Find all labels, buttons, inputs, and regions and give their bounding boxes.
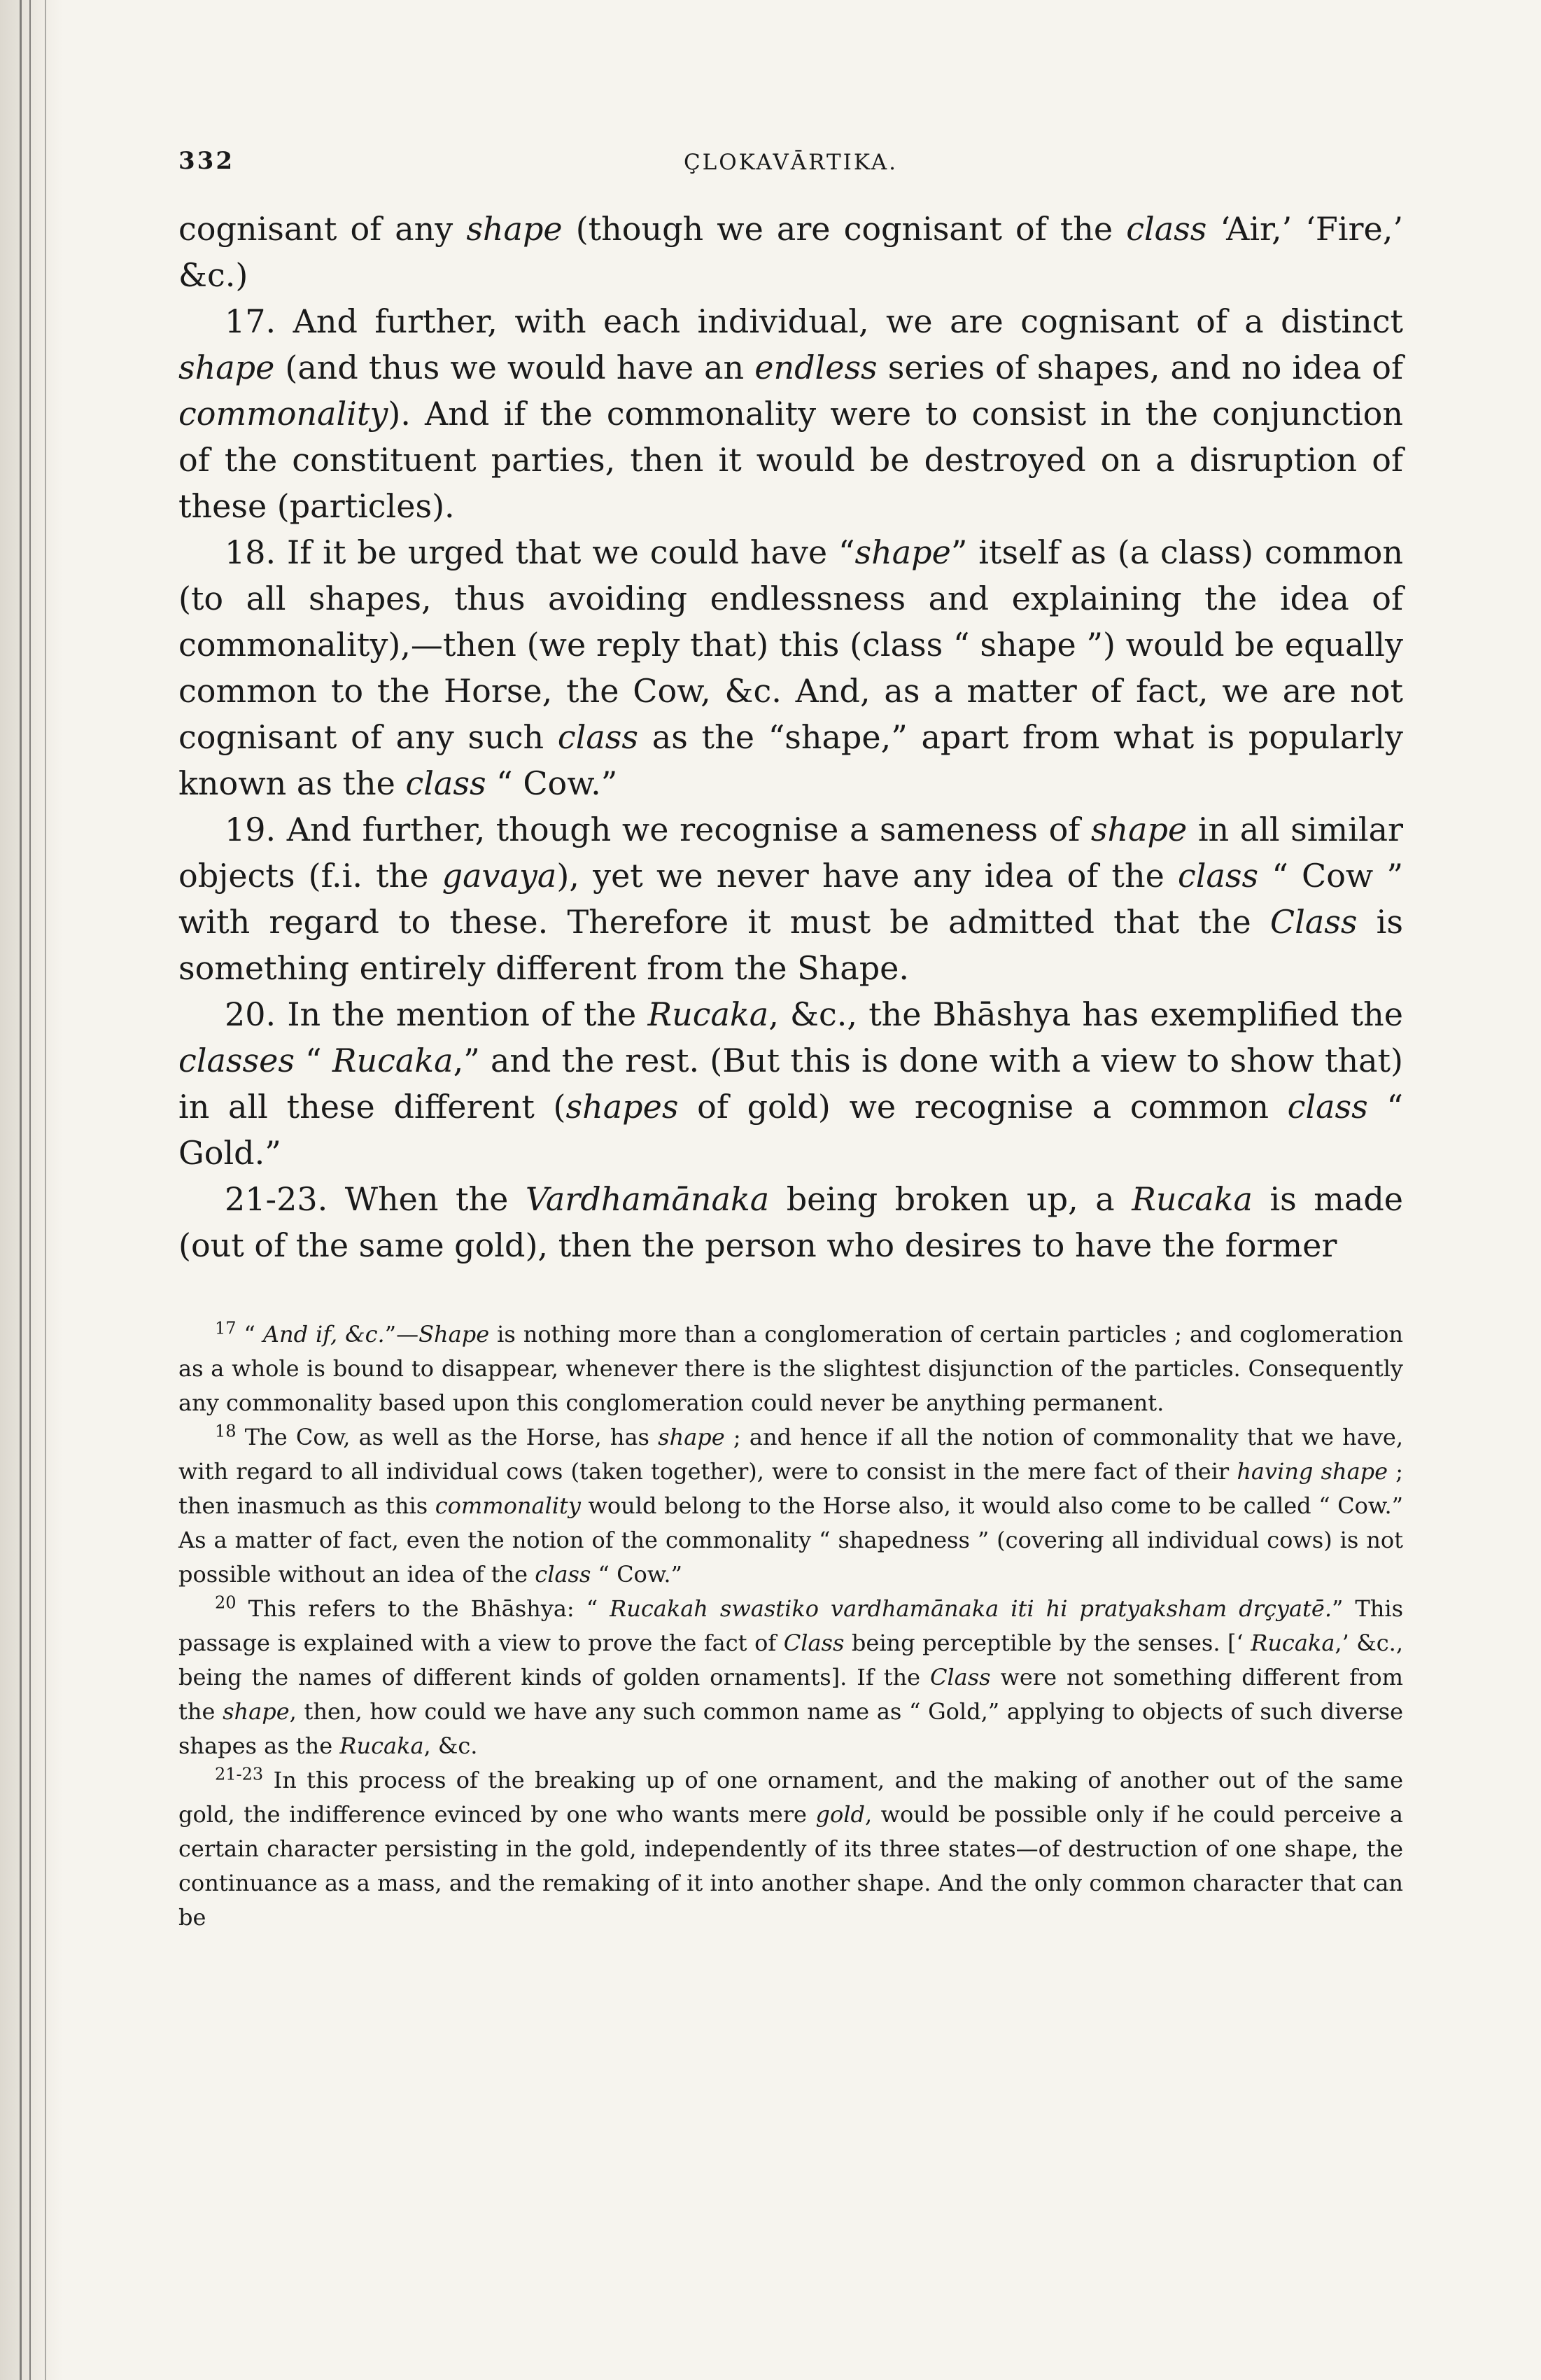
italic-term: endless <box>754 349 878 386</box>
running-title: ÇLOKAVĀRTIKA. <box>683 150 899 175</box>
italic-term: classes <box>178 1042 295 1079</box>
footnote <box>178 1592 1403 1763</box>
text-run: ). And if the commonality were to consist in the conjunction of the constituent parties, then it would be destroyed on a disruption of these (particles). <box>178 395 1403 525</box>
text-run: 18. If it be urged that we could have “ <box>225 533 855 571</box>
text-run: 17. And further, with each individual, we are cognisant of a distinct <box>225 302 1403 340</box>
footnotes <box>178 1317 1403 1935</box>
italic-term: having shape <box>1237 1458 1388 1485</box>
book-page <box>178 147 1403 1935</box>
paragraph <box>178 298 1403 529</box>
footnote-number: 20 <box>215 1592 237 1613</box>
italic-term: And if, &c. <box>262 1321 385 1348</box>
binding-rule <box>45 0 46 2380</box>
text-run: ,” and the rest. (But this is done with a view to show that) in all these different ( <box>178 1042 1403 1126</box>
italic-term: Rucaka <box>332 1042 453 1079</box>
text-run: “ Gold.” <box>178 1088 1404 1172</box>
binding-edge <box>0 0 63 2380</box>
italic-term: class <box>1287 1088 1368 1126</box>
italic-term: shape <box>854 533 951 571</box>
text-run: “ Cow.” <box>486 764 618 802</box>
main-text <box>178 206 1403 1268</box>
text-run: “ <box>244 1321 263 1348</box>
text-run: is something entirely different from the Shape. <box>178 903 1403 987</box>
binding-rule <box>29 0 31 2380</box>
binding-rule <box>20 0 22 2380</box>
text-run: ” This passage is explained with a view to prove the fact of <box>178 1595 1404 1656</box>
footnote <box>178 1420 1403 1592</box>
italic-term: shapes <box>565 1088 679 1126</box>
italic-term: class <box>405 764 486 802</box>
text-run: , &c., the Bhāshya has exemplified the <box>768 995 1404 1033</box>
footnote-number: 21-23 <box>215 1764 264 1784</box>
paragraph <box>178 806 1403 991</box>
italic-term: class <box>535 1561 591 1588</box>
text-run: being perceptible by the senses. [‘ <box>844 1630 1251 1656</box>
text-run: , would be possible only if he could perceive a certain character persisting in the gold, independently of its three states—of destruction of one shape, the continuance as a mass, and the remaking of it into another shape. And the only common character that can be <box>178 1801 1403 1931</box>
italic-term: Vardhamānaka <box>525 1180 770 1218</box>
text-run: ), yet we never have any idea of the <box>556 857 1178 895</box>
italic-term: shape <box>658 1424 725 1450</box>
text-run: cognisant of any <box>178 210 467 248</box>
text-run: 21-23. When the <box>225 1180 526 1218</box>
text-run: ; then inasmuch as this <box>178 1458 1404 1519</box>
text-run: ; and hence if all the notion of commonality that we have, with regard to all individual cows (taken together), were to consist in the mere fact of their <box>178 1424 1404 1485</box>
footnote <box>178 1763 1403 1935</box>
text-run: series of shapes, and no idea of <box>877 349 1403 386</box>
italic-term: gavaya <box>442 857 557 895</box>
paragraph <box>178 1176 1403 1268</box>
text-run: The Cow, as well as the Horse, has <box>244 1424 659 1450</box>
italic-term: class <box>1178 857 1259 895</box>
text-run: (and thus we would have an <box>274 349 755 386</box>
italic-term: Rucakah swastiko vardhamānaka iti hi pratyaksham drçyatē. <box>610 1595 1332 1622</box>
footnote-number: 18 <box>215 1421 237 1441</box>
italic-term: Rucaka <box>1251 1630 1335 1656</box>
text-run: being broken up, a <box>769 1180 1132 1218</box>
italic-term: gold <box>815 1801 865 1828</box>
text-run: (though we are cognisant of the <box>562 210 1127 248</box>
text-run: as the “shape,” apart from what is popularly known as the <box>178 718 1403 802</box>
text-run: “ Cow.” <box>591 1561 682 1588</box>
text-run: in all similar objects (f.i. the <box>178 811 1403 895</box>
text-run: ,’ &c., being the names of different kinds of golden ornaments]. If the <box>178 1630 1404 1690</box>
italic-term: commonality <box>435 1492 581 1519</box>
italic-term: class <box>1126 210 1207 248</box>
italic-term: Class <box>783 1630 845 1656</box>
paragraph <box>178 529 1403 806</box>
footnote-number: 17 <box>215 1318 237 1338</box>
text-run: 20. In the mention of the <box>225 995 648 1033</box>
italic-term: shape <box>178 349 275 386</box>
footnote <box>178 1317 1403 1420</box>
page-number: 332 <box>178 147 234 175</box>
footnote-separator <box>178 1268 1403 1317</box>
italic-term: commonality <box>178 395 388 433</box>
italic-term: Rucaka <box>647 995 769 1033</box>
italic-term: Class <box>929 1664 991 1690</box>
text-run: In this process of the breaking up of one ornament, and the making of another out of the same gold, the indifference evinced by one who wants mere <box>178 1767 1404 1828</box>
italic-term: shape <box>1090 811 1188 848</box>
italic-term: Shape <box>418 1321 490 1348</box>
italic-term: Rucaka <box>339 1732 424 1759</box>
paragraph <box>178 206 1403 298</box>
text-run: of gold) we recognise a common <box>678 1088 1288 1126</box>
italic-term: Rucaka <box>1132 1180 1253 1218</box>
italic-term: Class <box>1269 903 1358 941</box>
italic-term: shape <box>223 1698 290 1725</box>
italic-term: shape <box>466 210 563 248</box>
text-run: is made (out of the same gold), then the person who desires to have the former <box>178 1180 1403 1264</box>
text-run: , &c. <box>423 1732 478 1759</box>
text-run: “ <box>294 1042 332 1079</box>
text-run: ” itself as (a class) common (to all shapes, thus avoiding endlessness and explaining the idea of commonality),—then (we reply that) this (class “ shape ”) would be equally common to the Horse, the Cow, &c. And, as a matter of fact, we are not cognisant of any such <box>178 533 1403 756</box>
text-run: were not something different from the <box>178 1664 1404 1725</box>
text-run: is nothing more than a conglomeration of certain particles ; and coglomeration as a whole is bound to disappear, whenever there is the slightest disjunction of the particles. Consequently any commonality based upon this conglomeration could never be anything permanent. <box>178 1321 1404 1416</box>
text-run: , then, how could we have any such common name as “ Gold,” applying to objects of such diverse shapes as the <box>178 1698 1404 1759</box>
italic-term: class <box>557 718 639 756</box>
text-run: would belong to the Horse also, it would also come to be called “ Cow.” As a matter of fact, even the notion of the commonality “ shapedness ” (covering all individual cows) is not possible without an idea of the <box>178 1492 1404 1588</box>
text-run: ”— <box>384 1321 419 1348</box>
paragraph <box>178 991 1403 1176</box>
text-run: 19. And further, though we recognise a sameness of <box>225 811 1091 848</box>
text-run: “ Cow ” with regard to these. Therefore it must be admitted that the <box>178 857 1403 941</box>
page-header <box>178 147 1403 189</box>
text-run: ‘Air,’ ‘Fire,’ &c.) <box>178 210 1403 294</box>
text-run: This refers to the Bhāshya: “ <box>248 1595 610 1622</box>
